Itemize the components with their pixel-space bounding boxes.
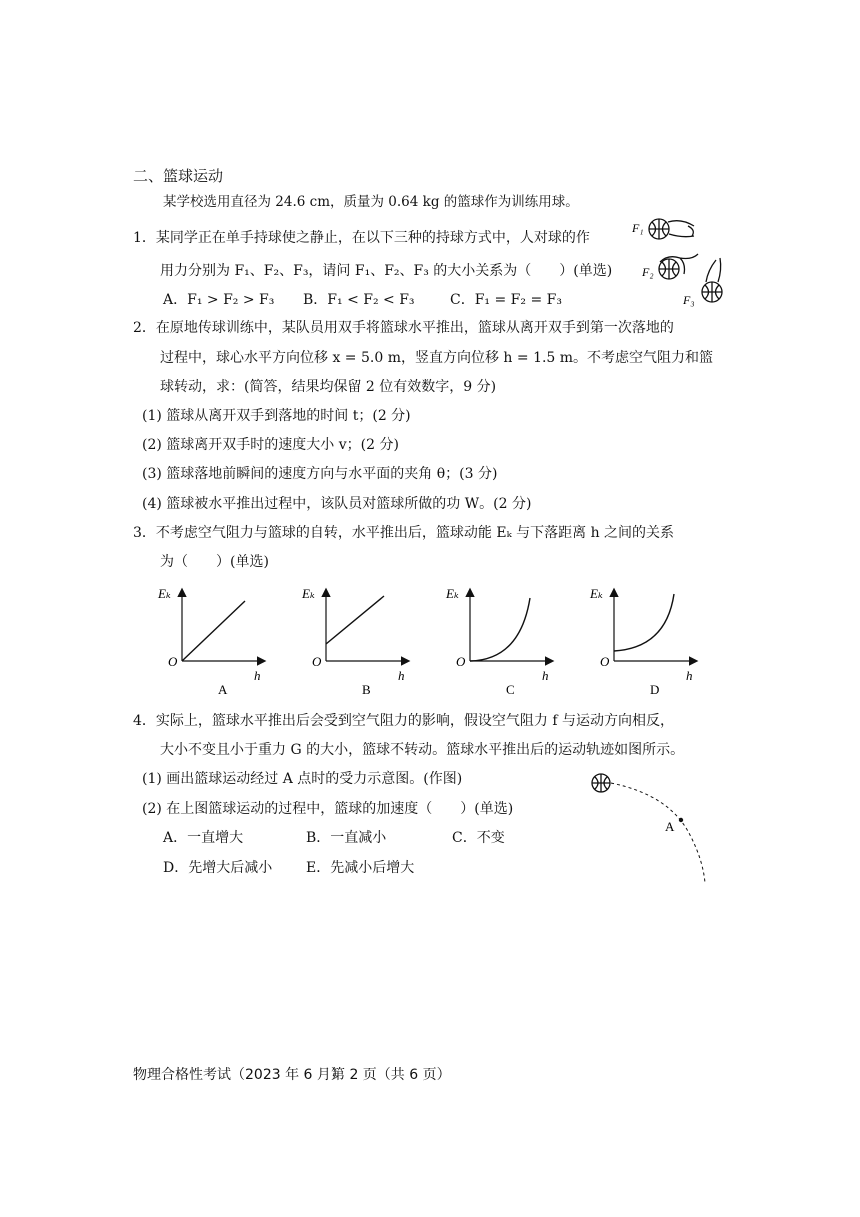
q3-graphs	[150, 580, 710, 702]
footer-page-number: 第 2 页（共 6 页）	[331, 1067, 451, 1083]
basketball-icon	[592, 774, 610, 792]
q4-option-d: D．先增大后减小	[163, 860, 273, 876]
graph-d-xlabel: h	[686, 668, 693, 683]
graph-c-origin: O	[456, 654, 466, 669]
q2-sub2: (2) 篮球离开双手时的速度大小 v；(2 分)	[142, 437, 399, 453]
f2-label: F₂	[642, 265, 654, 279]
graph-d-ylabel: Eₖ	[590, 586, 603, 601]
basketball-icon	[649, 219, 669, 239]
f3-label: F₃	[683, 293, 695, 307]
q2-line2: 过程中，球心水平方向位移 x = 5.0 m，竖直方向位移 h = 1.5 m。不考虑空气阻力和篮	[160, 350, 714, 366]
graph-c-letter: C	[506, 682, 515, 697]
basketball-icon	[659, 259, 679, 279]
graph-a-curve	[182, 601, 245, 661]
q4-sub1: (1) 画出篮球运动经过 A 点时的受力示意图。(作图)	[142, 771, 463, 787]
q2-line1: 2．在原地传球训练中，某队员用双手将篮球水平推出，篮球从离开双手到第一次落地的	[133, 320, 674, 336]
q1-option-c: C．F₁ = F₂ = F₃	[450, 292, 562, 308]
graph-d-origin: O	[600, 654, 610, 669]
q4-line1: 4．实际上，篮球水平推出后会受到空气阻力的影响，假设空气阻力 f 与运动方向相反，	[133, 713, 674, 729]
q1-option-b: B．F₁ < F₂ < F₃	[303, 292, 415, 308]
q4-option-a: A．一直增大	[163, 830, 244, 846]
graph-a-xlabel: h	[254, 668, 261, 683]
q3-line1: 3．不考虑空气阻力与篮球的自转，水平推出后，篮球动能 Eₖ 与下落距离 h 之间的关系	[133, 525, 675, 541]
intro-text: 某学校选用直径为 24.6 cm，质量为 0.64 kg 的篮球作为训练用球。	[163, 194, 579, 210]
basketball-icon	[702, 282, 722, 302]
graph-c-xlabel: h	[542, 668, 549, 683]
graph-b-origin: O	[312, 654, 322, 669]
graph-d-letter: D	[650, 682, 660, 697]
graph-b-letter: B	[362, 682, 371, 697]
q4-option-b: B．一直减小	[306, 830, 387, 846]
q2-sub1: (1) 篮球从离开双手到落地的时间 t；(2 分)	[142, 408, 411, 424]
q1-line1: 1．某同学正在单手持球使之静止，在以下三种的持球方式中，人对球的作	[133, 230, 590, 246]
graph-b	[301, 586, 408, 697]
q1-line2: 用力分别为 F₁、F₂、F₃，请问 F₁、F₂、F₃ 的大小关系为（ ）(单选)	[160, 263, 613, 279]
graph-a-letter: A	[218, 682, 228, 697]
graph-c	[445, 586, 552, 697]
graph-d-curve	[614, 594, 674, 651]
q1-holding-figure	[626, 208, 736, 310]
q4-trajectory-figure	[585, 765, 715, 887]
graph-b-curve	[326, 596, 384, 644]
graph-c-ylabel: Eₖ	[446, 586, 459, 601]
graph-c-curve	[470, 598, 530, 661]
q4-option-e: E．先减小后增大	[306, 860, 415, 876]
q2-sub3: (3) 篮球落地前瞬间的速度方向与水平面的夹角 θ；(3 分)	[142, 466, 498, 482]
q3-line2: 为（ ）(单选)	[160, 554, 269, 570]
graph-a-ylabel: Eₖ	[158, 586, 171, 601]
graph-a	[157, 586, 264, 697]
q2-line3: 球转动，求：(简答，结果均保留 2 位有效数字，9 分)	[160, 379, 497, 395]
q4-sub2: (2) 在上图篮球运动的过程中，篮球的加速度（ ）(单选)	[142, 801, 514, 817]
graph-b-ylabel: Eₖ	[302, 586, 315, 601]
f1-label: F₁	[632, 221, 644, 235]
graph-a-origin: O	[168, 654, 178, 669]
section-title: 二、篮球运动	[133, 167, 224, 185]
trajectory-path	[611, 783, 705, 883]
q2-sub4: (4) 篮球被水平推出过程中，该队员对篮球所做的功 W。(2 分)	[142, 496, 532, 512]
q4-option-c: C．不变	[452, 830, 505, 846]
q4-line2: 大小不变且小于重力 G 的大小，篮球不转动。篮球水平推出后的运动轨迹如图所示。	[160, 742, 685, 758]
q1-option-a: A．F₁ > F₂ > F₃	[163, 292, 275, 308]
graph-d	[589, 586, 696, 697]
graph-b-xlabel: h	[398, 668, 405, 683]
point-a-label: A	[665, 819, 675, 834]
footer-exam-title: 物理合格性考试（2023 年 6 月）	[133, 1067, 345, 1083]
point-a	[679, 818, 683, 822]
